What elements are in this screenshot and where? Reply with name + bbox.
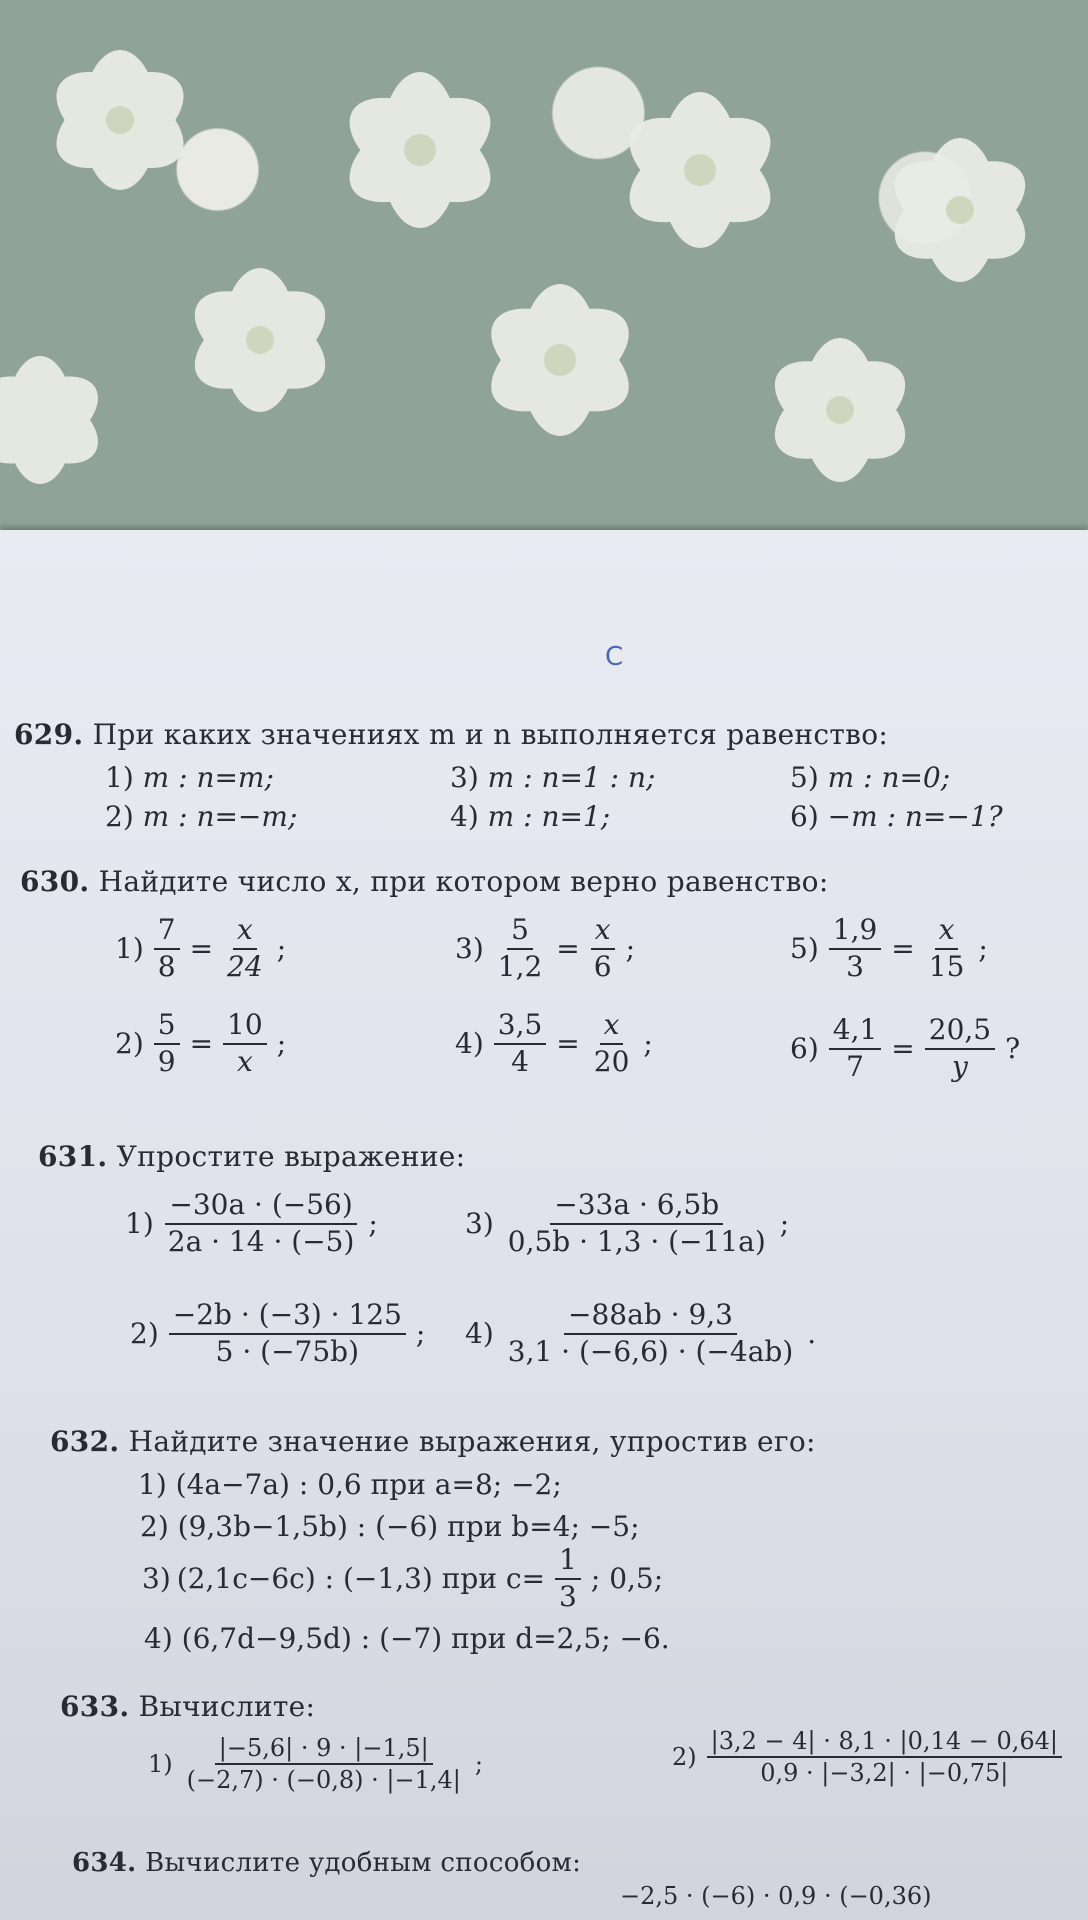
problem-633-header: 633. Вычислите:: [60, 1690, 316, 1723]
textbook-page: [0, 530, 1088, 1920]
problem-629-item-3: 3) m : n=1 : n;: [450, 761, 656, 794]
problem-632-item-2: 2) (9,3b−1,5b) : (−6) при b=4; −5;: [140, 1510, 640, 1543]
problem-632-header: 632. Найдите значение выражения, упростив его:: [50, 1425, 816, 1458]
problem-630-item-2: 2) $\frac{5}{9}$ = $\frac{10}{x}$ ;: [115, 1008, 287, 1078]
problem-631-item-4: 4) $\frac{-88ab \cdot 9,3}{3,1 \cdot (-6,6) \cdot (-4ab)}$ .: [465, 1298, 817, 1368]
problem-630-header: 630. Найдите число x, при котором верно равенство:: [20, 865, 829, 898]
lace-pattern: [0, 0, 1088, 565]
problem-631-item-1: 1) $\frac{-30a \cdot (-56)}{2a \cdot 14 \cdot (-5)}$ ;: [125, 1188, 378, 1258]
problem-title: При каких значениях m и n выполняется равенство:: [92, 718, 889, 751]
problem-629-header: [14, 718, 888, 751]
problem-632-item-4: 4) (6,7d−9,5d) : (−7) при d=2,5; −6.: [144, 1622, 670, 1655]
problem-631-item-3: 3) $\frac{-33a \cdot 6,5b}{0,5b \cdot 1,3 \cdot (-11a)}$ ;: [465, 1188, 790, 1258]
problem-631-item-2: 2) $\frac{-2b \cdot (-3) \cdot 125}{5 \cdot (-75b)}$ ;: [130, 1298, 426, 1368]
problem-630-item-6: 6) $\frac{4,1}{7}$ = $\frac{20,5}{y}$ ?: [790, 1013, 1021, 1083]
problem-630-item-3: 3) $\frac{5}{1,2}$ = $\frac{x}{6}$ ;: [455, 913, 636, 983]
problem-630-item-4: 4) $\frac{3,5}{4}$ = $\frac{x}{20}$ ;: [455, 1008, 653, 1078]
problem-629-item-2: 2) m : n=−m;: [105, 800, 298, 833]
problem-633-item-2: 2) $\frac{|3,2 - 4| \cdot 8,1 \cdot |0,14 - 0,64|}{0,9 \cdot |-3,2| \cdot |-0,75|}$: [672, 1728, 1072, 1787]
problem-629-item-6: 6) −m : n=−1?: [790, 800, 1003, 833]
problem-633-item-1: 1) $\frac{|-5,6| \cdot 9 \cdot |-1,5|}{(-2,7) \cdot (-0,8) \cdot |-1,4|}$ ;: [148, 1734, 483, 1795]
problem-number: 629.: [14, 718, 84, 751]
problem-629-item-4: 4) m : n=1;: [450, 800, 611, 833]
problem-629-item-1: 1) m : n=m;: [105, 761, 274, 794]
problem-630-item-1: 1) $\frac{7}{8}$ = $\frac{x}{24}$ ;: [115, 913, 287, 983]
section-letter: С: [605, 642, 624, 672]
problem-631-header: 631. Упростите выражение:: [38, 1140, 466, 1173]
problem-634-partial-expression: −2,5 · (−6) · 0,9 · (−0,36): [620, 1882, 932, 1910]
problem-630-item-5: 5) $\frac{1,9}{3}$ = $\frac{x}{15}$ ;: [790, 913, 988, 983]
lace-tablecloth-background: [0, 0, 1088, 565]
problem-634-header: 634. Вычислите удобным способом:: [72, 1848, 582, 1878]
problem-632-item-1: 1) (4a−7a) : 0,6 при a=8; −2;: [138, 1468, 562, 1501]
problem-629-item-5: 5) m : n=0;: [790, 761, 951, 794]
problem-632-item-3: 3) (2,1c−6c) : (−1,3) при c= $\frac{1}{3}$ ; 0,5;: [142, 1543, 664, 1613]
